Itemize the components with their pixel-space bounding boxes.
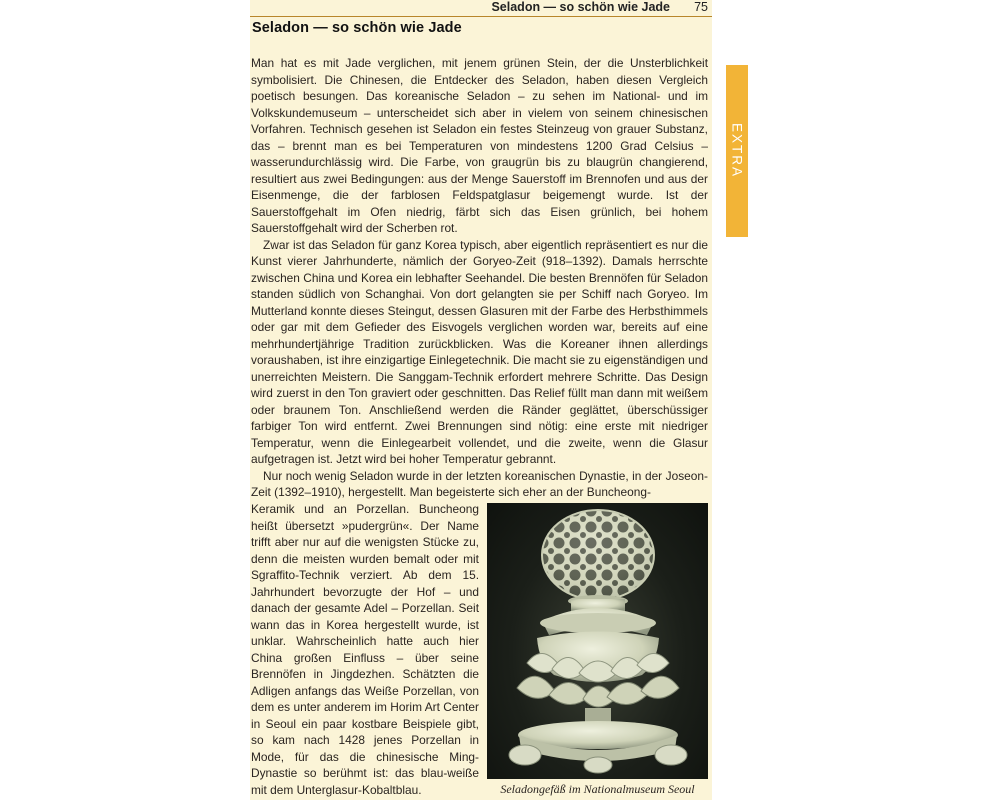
celadon-vessel-photo: [487, 503, 708, 779]
side-tab-label: EXTRA: [729, 123, 745, 179]
figure-caption: Seladongefäß im Nationalmuseum Seoul: [500, 782, 695, 796]
page-number: 75: [694, 0, 708, 14]
paragraph-3: Nur noch wenig Seladon wurde in der letzten koreanischen Dynastie, in der Joseon-Zeit (1392–1910), hergestellt. Man begeisterte sich eher an der Buncheong-: [251, 468, 708, 499]
paragraph-1: Man hat es mit Jade verglichen, mit jenem grünen Stein, der die Unsterblichkeit symbolisiert. Die Chinesen, die Entdecker des Seladon, haben diesen Vergleich poetisch besungen. Das koreanische Seladon – zu sehen im National- und im Volkskundemuseum – unterscheidet sich aber in vielem von seinem chinesischen Vorfahren. Technisch gesehen ist Seladon ein festes Steinzeug von grauer Substanz, das – brennt man es bei Temperaturen von mindestens 1200 Grad Celsius – wasserundurchlässig wird. Die Farbe, von graugrün bis zu blaugrün changierend, resultiert aus zwei Bedingungen: aus der Menge Sauerstoff im Brennofen und aus der Eisenmenge, die der farblosen Feldspatglasur beigemengt wurde. Ist der Sauerstoffgehalt im Ofen niedrig, färbt sich das Eisen grünlich, bei hohem Sauerstoffgehalt wird der Scherben rot.: [251, 56, 708, 235]
wrapped-text-column: [251, 501, 479, 798]
paragraph-2: Zwar ist das Seladon für ganz Korea typisch, aber eigentlich repräsentiert es nur die Kunst vierer Jahrhunderte, nämlich der Goryeo-Zeit (918–1392). Damals herrschte zwischen China und Korea ein lebhafter Seehandel. Die besten Brennöfen für Seladon standen südlich von Schanghai. Von dort gelangten sie per Schiff nach Goryeo. Im Mutterland konnte dieses Steingut, dessen Glasuren mit der Farbe des Herbsthimmels oder gar mit dem Gefieder des Eisvogels verglichen worden war, bereits auf eine mehrhundertjährige Tradition zurückblicken. Was die Koreaner ihnen allerdings voraushaben, ist ihre einzigartige Einlegetechnik. Die macht sie zu eigenständigen und unerreichten Meistern. Die Sanggam-Technik erfordert mehrere Schritte. Das Design wird zuerst in den Ton graviert oder geschnitten. Das Relief füllt man dann mit weißem oder braunem Ton. Anschließend werden die Ränder geglättet, überschüssiger farbiger Ton wird entfernt. Zwei Brennungen sind nötig: eine erste mit niedriger Temperatur, wenn die Einlegearbeit vollendet, und die zweite, wenn die Glasur aufgetragen ist. Jetzt wird bei hoher Temperatur gebrannt.: [251, 237, 708, 466]
running-title: Seladon — so schön wie Jade: [491, 0, 670, 14]
extra-side-tab[interactable]: [726, 65, 748, 237]
article-body: [251, 55, 708, 501]
running-header: [250, 0, 712, 17]
paragraph-3-continued: Keramik und an Porzellan. Buncheong heißt übersetzt »pudergrün«. Der Name trifft aber nur auf die wenigsten Stücke zu, denn die meisten wurden bemalt oder mit Sgraffito-Technik verziert. Ab dem 15. Jahrhundert bevorzugte der Hof – und danach der gesamte Adel – Porzellan. Seit wann das in Korea hergestellt wurde, ist unklar. Wahrscheinlich hatte auch hier China großen Einfluss – über seine Brennöfen in Jingdezhen. Schätzten die Adligen anfangs das Weiße Porzellan, von dem es unter anderem im Horim Art Center in Seoul ein paar kostbare Beispiele gibt, so kam nach 1428 jenes Porzellan in Mode, für das die chinesische Ming-Dynastie so berühmt ist: das blau-weiße mit dem Unterglasur-Kobaltblau.: [251, 502, 479, 797]
article-title: Seladon — so schön wie Jade: [252, 20, 462, 36]
celadon-vessel-illustration: [487, 503, 708, 779]
